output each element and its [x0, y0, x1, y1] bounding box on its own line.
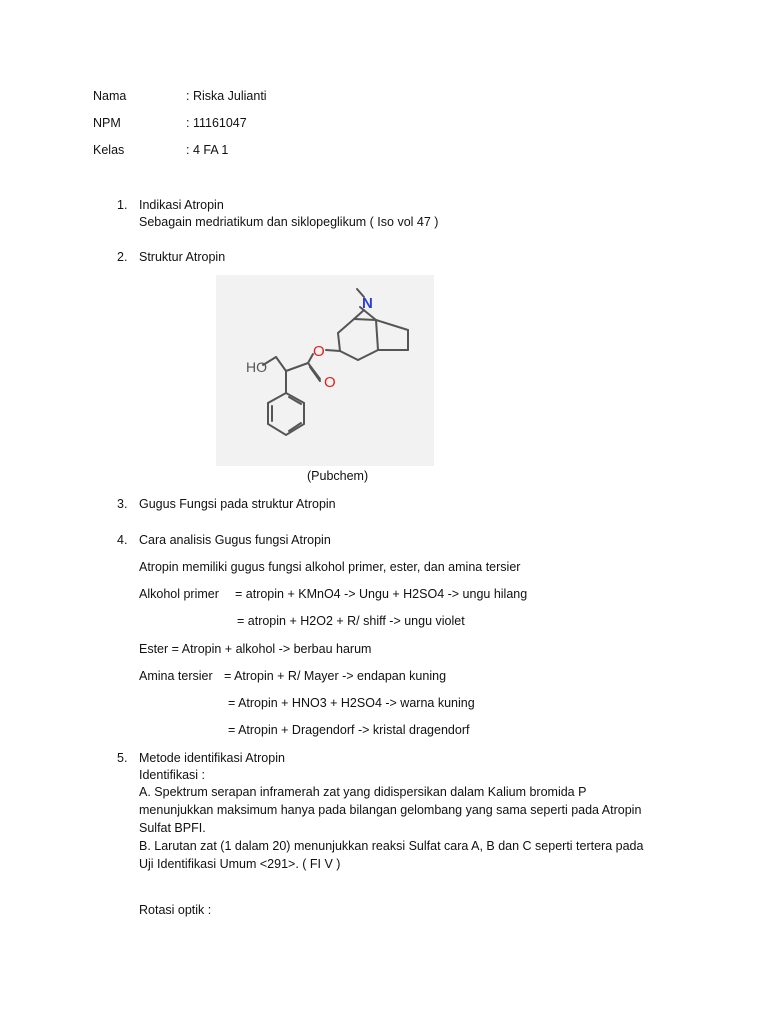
bond — [376, 320, 378, 350]
item-1-title: Indikasi Atropin — [139, 198, 224, 212]
bond — [358, 350, 378, 360]
item-3-title: Gugus Fungsi pada struktur Atropin — [139, 497, 336, 511]
npm-label: NPM — [93, 116, 121, 130]
bond — [286, 363, 308, 371]
atom-hydroxyl-label: HO — [246, 359, 267, 375]
bond-ester-o — [326, 350, 340, 351]
item-1-text: Sebagain medriatikum dan siklopeglikum ( Iso vol 47 ) — [139, 215, 439, 229]
nama-label: Nama — [93, 89, 127, 103]
phenyl-ring — [268, 393, 304, 435]
item-4-number: 4. — [117, 533, 128, 547]
bond — [376, 320, 408, 330]
bond — [338, 333, 340, 351]
kelas-value: : 4 FA 1 — [186, 143, 229, 157]
amina-equation-1: = Atropin + R/ Mayer -> endapan kuning — [224, 669, 447, 683]
bond-carbonyl-double — [310, 367, 320, 381]
nama-value: : Riska Julianti — [186, 89, 267, 103]
item-2-number: 2. — [117, 250, 128, 264]
atom-o-ester-label: O — [313, 343, 325, 360]
bond — [338, 319, 354, 333]
item-5-line: Sulfat BPFI. — [139, 821, 206, 835]
item-5-number: 5. — [117, 751, 128, 765]
ester-line: Ester = Atropin + alkohol -> berbau harum — [139, 642, 372, 656]
bond — [354, 319, 376, 320]
item-5-line: Uji Identifikasi Umum <291>. ( FI V ) — [139, 857, 341, 871]
item-5-subtitle: Identifikasi : — [139, 768, 206, 782]
kelas-label: Kelas — [93, 143, 125, 157]
item-1-number: 1. — [117, 198, 128, 212]
alkohol-equation-2: = atropin + H2O2 + R/ shiff -> ungu violet — [237, 614, 465, 628]
figure-caption: (Pubchem) — [307, 469, 369, 483]
atropine-structure-figure — [216, 275, 434, 466]
bond — [340, 351, 358, 360]
item-5-line: B. Larutan zat (1 dalam 20) menunjukkan reaksi Sulfat cara A, B dan C seperti tertera pada — [139, 839, 644, 853]
item-4-title: Cara analisis Gugus fungsi Atropin — [139, 533, 331, 547]
item-3-number: 3. — [117, 497, 128, 511]
amina-equation-2: = Atropin + HNO3 + H2SO4 -> warna kuning — [228, 696, 475, 710]
rotasi-optik-label: Rotasi optik : — [139, 903, 212, 917]
bond — [276, 357, 286, 371]
amina-equation-3: = Atropin + Dragendorf -> kristal dragendorf — [228, 723, 470, 737]
atom-o-carbonyl-label: O — [324, 374, 336, 391]
item-2-title: Struktur Atropin — [139, 250, 226, 264]
alkohol-label: Alkohol primer — [139, 587, 219, 601]
atropine-structure-diagram — [216, 275, 434, 466]
item-5-title: Metode identifikasi Atropin — [139, 751, 285, 765]
item-5-line: menunjukkan maksimum hanya pada bilangan gelombang yang sama seperti pada Atropin — [139, 803, 642, 817]
npm-value: : 11161047 — [186, 116, 247, 130]
amina-label: Amina tersier — [139, 669, 213, 683]
item-5-line: A. Spektrum serapan inframerah zat yang didispersikan dalam Kalium bromida P — [139, 785, 587, 799]
atom-n-label: N — [362, 295, 373, 312]
alkohol-equation-1: = atropin + KMnO4 -> Ungu + H2SO4 -> ungu hilang — [235, 587, 528, 601]
item-4-intro: Atropin memiliki gugus fungsi alkohol primer, ester, dan amina tersier — [139, 560, 521, 574]
